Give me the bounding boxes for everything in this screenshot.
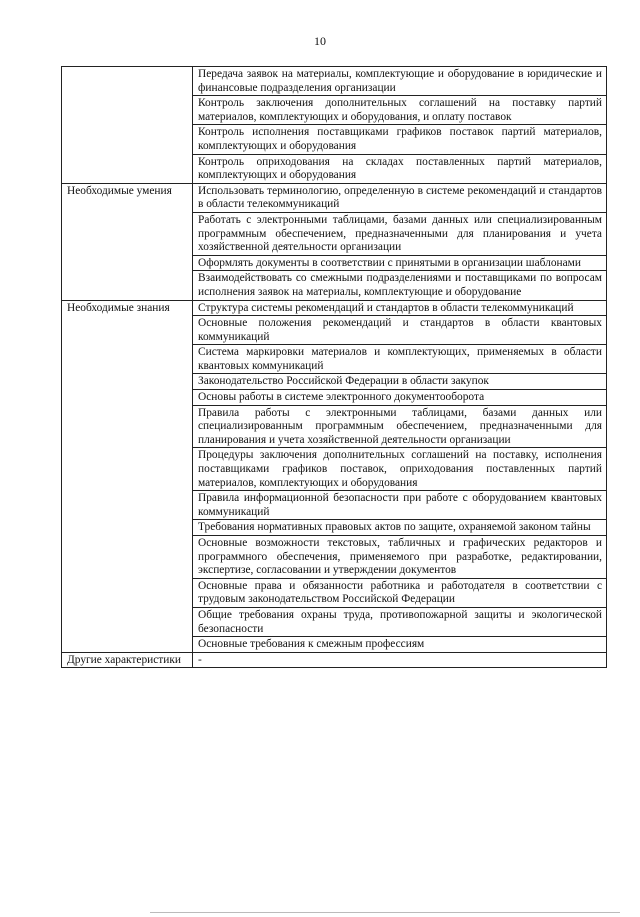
table-row — [62, 183, 607, 212]
table-cell: Взаимодействовать со смежными подразделениями и поставщиками по вопросам исполнения заявок на материалы, комплектующие и оборудование — [193, 271, 607, 300]
table-cell: Основные возможности текстовых, табличных и графических редакторов и программного обеспечения, применяемого при разработке, редактировании, экспертизе, согласовании и утверждении документов — [193, 536, 607, 579]
specification-table — [61, 66, 607, 668]
row-label-knowledge: Необходимые знания — [62, 300, 193, 652]
table-cell: Основные требования к смежным профессиям — [193, 637, 607, 653]
row-label-empty — [62, 67, 193, 184]
table-cell: Общие требования охраны труда, противопожарной защиты и экологической безопасности — [193, 607, 607, 636]
scan-edge-line — [150, 912, 620, 913]
page-number: 10 — [314, 34, 326, 48]
table-row — [62, 652, 607, 668]
table-cell: Основные права и обязанности работника и работодателя в соответствии с трудовым законодательством Российской Федерации — [193, 578, 607, 607]
row-label-skills: Необходимые умения — [62, 183, 193, 300]
table-cell: Оформлять документы в соответствии с принятыми в организации шаблонами — [193, 255, 607, 271]
table-cell: Использовать терминологию, определенную в системе рекомендаций и стандартов в области телекоммуникаций — [193, 183, 607, 212]
table-row — [62, 67, 607, 96]
table-cell: Работать с электронными таблицами, базами данных или специализированным программным обеспечением, предназначенными для планирования и учета хозяйственной деятельности организации — [193, 212, 607, 255]
table-cell: Контроль исполнения поставщиками графиков поставок партий материалов, комплектующих и оборудования — [193, 125, 607, 154]
table-cell: Контроль заключения дополнительных соглашений на поставку партий материалов, комплектующих и оборудования, и оплату поставок — [193, 96, 607, 125]
table-cell: Законодательство Российской Федерации в области закупок — [193, 374, 607, 390]
table-cell: Процедуры заключения дополнительных соглашений на поставку, исполнения поставщиками графиков поставок, оприходования поставленных партий материалов, комплектующих и оборудования — [193, 448, 607, 491]
table-cell: Передача заявок на материалы, комплектующие и оборудование в юридические и финансовые подразделения организации — [193, 67, 607, 96]
table-cell: - — [193, 652, 607, 668]
table-cell: Основные положения рекомендаций и стандартов в области квантовых коммуникаций — [193, 316, 607, 345]
table-cell: Система маркировки материалов и комплектующих, применяемых в области квантовых коммуникаций — [193, 345, 607, 374]
table-cell: Требования нормативных правовых актов по защите, охраняемой законом тайны — [193, 520, 607, 536]
table-row — [62, 300, 607, 316]
table-cell: Контроль оприходования на складах поставленных партий материалов, комплектующих и оборудования — [193, 154, 607, 183]
table-cell: Структура системы рекомендаций и стандартов в области телекоммуникаций — [193, 300, 607, 316]
table-cell: Правила работы с электронными таблицами, базами данных или специализированным программным обеспечением, предназначенными для планирования и учета хозяйственной деятельности организации — [193, 405, 607, 448]
table-cell: Правила информационной безопасности при работе с оборудованием квантовых коммуникаций — [193, 491, 607, 520]
table-cell: Основы работы в системе электронного документооборота — [193, 390, 607, 406]
row-label-other: Другие характеристики — [62, 652, 193, 668]
